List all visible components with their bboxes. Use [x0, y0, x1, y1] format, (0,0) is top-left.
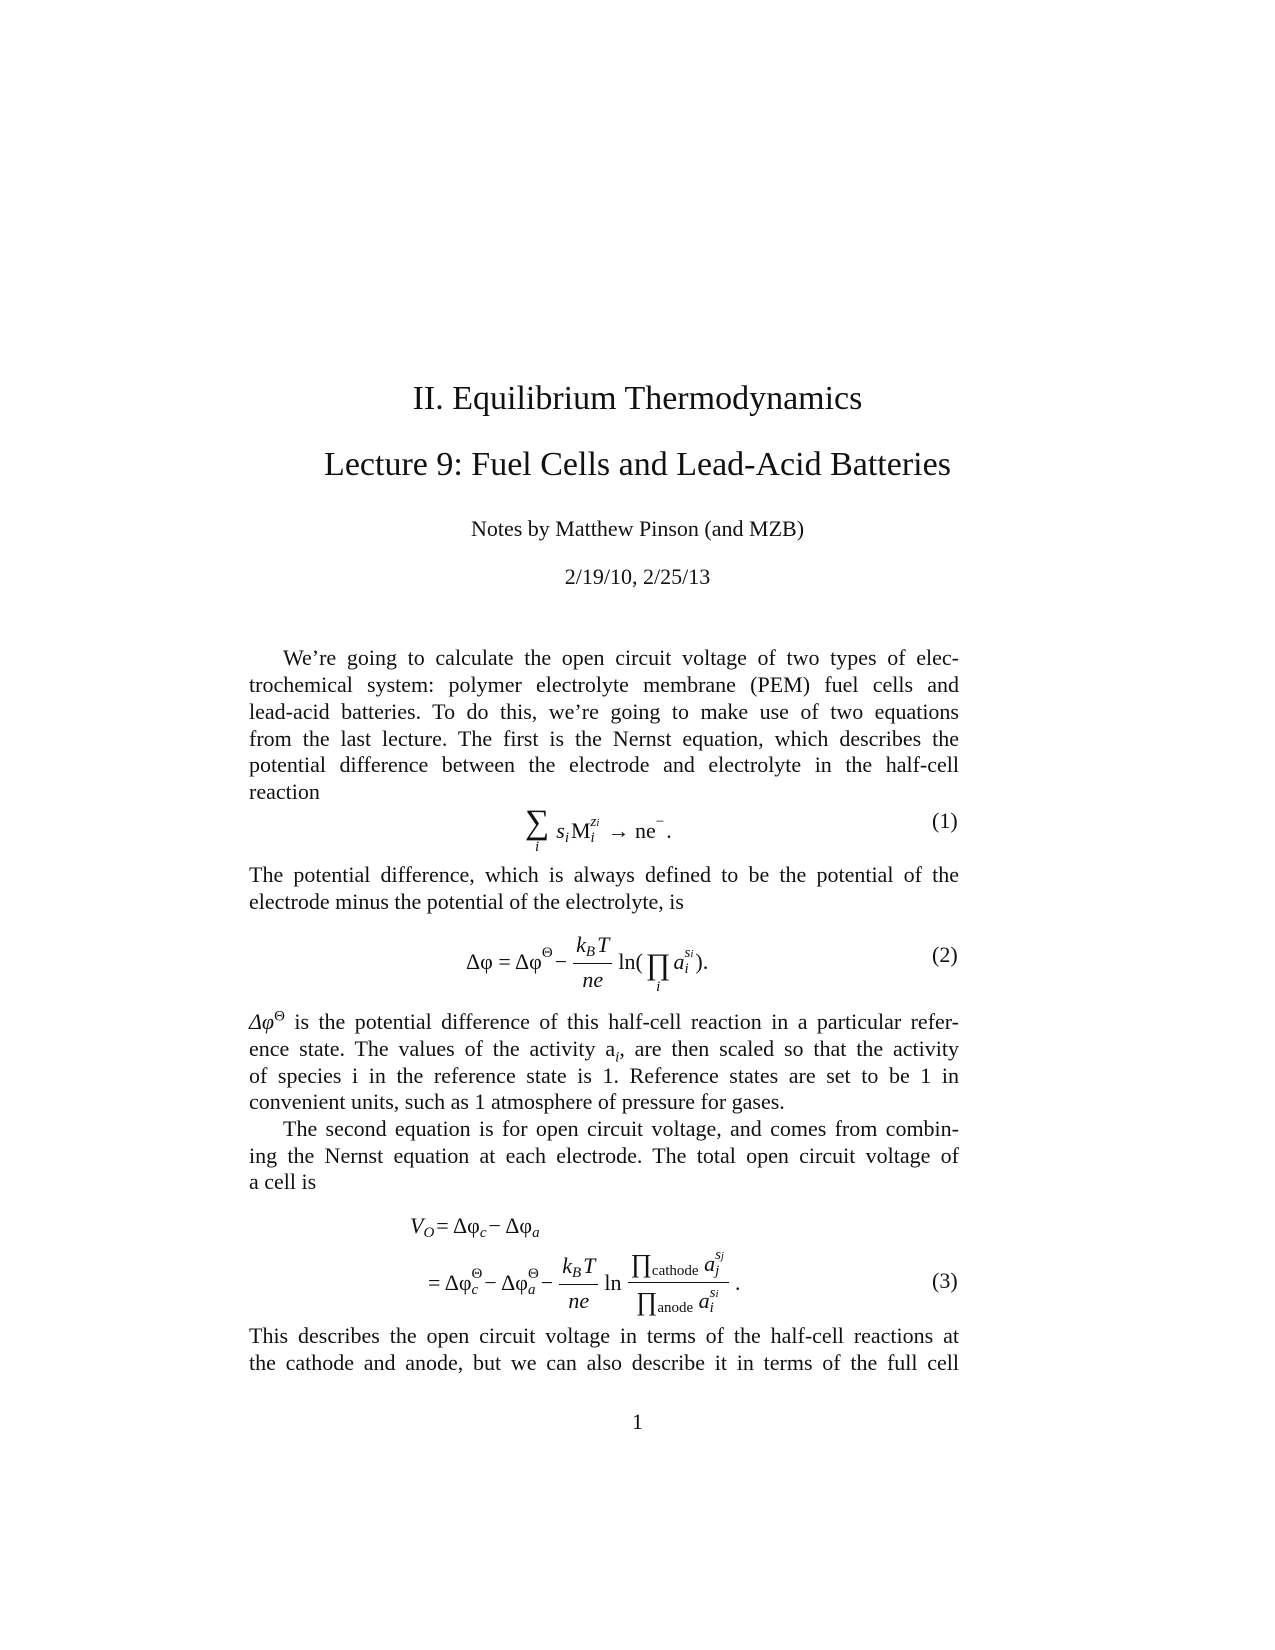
- activity-ratio: [628, 1248, 729, 1317]
- v: k: [562, 1253, 572, 1279]
- text-line: The second equation is for open circuit voltage, and comes from combin-: [283, 1116, 959, 1141]
- text-line: The potential difference, which is always defined to be the potential of the: [249, 862, 959, 887]
- v: , are then scaled so that the activity: [619, 1036, 959, 1061]
- v: s: [709, 1284, 716, 1301]
- v: −: [540, 1269, 554, 1295]
- author: Notes by Matthew Pinson (and MZB): [470, 516, 805, 541]
- v: s: [684, 944, 691, 961]
- v: Δφ = Δφ: [466, 948, 542, 974]
- text-line: a cell is: [249, 1169, 317, 1194]
- v: ).: [695, 948, 709, 974]
- v: i: [564, 829, 569, 846]
- v: O: [423, 1224, 435, 1241]
- v: Θ: [274, 1008, 285, 1025]
- v: ln(: [618, 948, 643, 974]
- text-line: trochemical system: polymer electrolyte membrane (PEM) fuel cells and: [249, 672, 959, 697]
- text-line: lead-acid batteries. To do this, we’re going to make use of two equations: [249, 699, 959, 724]
- equation-3-line-1: [410, 1210, 542, 1242]
- product-symbol: ∏: [645, 948, 671, 981]
- equation-1-body: [522, 806, 672, 855]
- equation-number: (2): [932, 942, 958, 967]
- v: a: [532, 1224, 540, 1241]
- v: Θ: [471, 1265, 483, 1282]
- v: Δφ: [249, 1009, 275, 1034]
- v: T: [583, 1253, 596, 1279]
- v: i: [709, 1300, 714, 1317]
- product-symbol: ∏: [635, 1286, 658, 1316]
- v: Θ: [527, 1265, 539, 1282]
- product-block: [646, 950, 671, 995]
- sum-block: [525, 806, 549, 855]
- v: V: [410, 1213, 424, 1239]
- ln: ln: [604, 1269, 622, 1295]
- part-title: II. Equilibrium Thermodynamics: [412, 380, 863, 417]
- v: = Δφ: [428, 1269, 472, 1295]
- v: B: [571, 1265, 582, 1282]
- v: c: [479, 1224, 487, 1241]
- text-line: [249, 1036, 959, 1066]
- text-line: electrode minus the potential of the electrolyte, is: [249, 889, 684, 914]
- v: ence state. The values of the activity a: [249, 1036, 616, 1061]
- v: z: [590, 813, 597, 830]
- v: k: [576, 932, 586, 958]
- text-line: [249, 1009, 959, 1035]
- sum-symbol: ∑: [525, 804, 550, 841]
- page-number: 1: [632, 1409, 643, 1434]
- v: i: [596, 816, 600, 829]
- text-line: of species i in the reference state is 1. Reference states are set to be 1 in: [249, 1063, 959, 1088]
- date: 2/19/10, 2/25/13: [564, 564, 711, 589]
- text-line: ing the Nernst equation at each electrode. The total open circuit voltage of: [249, 1143, 959, 1168]
- v: ne: [582, 967, 604, 993]
- v: i: [690, 947, 694, 960]
- v: = Δφ: [436, 1213, 480, 1239]
- v: i: [590, 829, 595, 846]
- lecture-title: Lecture 9: Fuel Cells and Lead-Acid Batteries: [324, 446, 951, 483]
- v: − Δφ: [484, 1269, 528, 1295]
- product-index: i: [656, 979, 661, 995]
- equation-number: (1): [932, 808, 958, 833]
- text-line: potential difference between the electrode and electrolyte in the half-cell: [249, 752, 959, 777]
- v: i: [715, 1287, 719, 1300]
- v: B: [585, 944, 596, 961]
- v: j: [715, 1262, 720, 1279]
- v: T: [597, 932, 610, 958]
- v: − Δφ: [488, 1213, 533, 1239]
- v: i: [615, 1049, 620, 1066]
- fraction: [559, 1251, 598, 1315]
- v: anode: [657, 1300, 694, 1316]
- equation-2-body: [466, 928, 708, 995]
- v: a: [527, 1281, 536, 1298]
- text-line: We’re going to calculate the open circuit voltage of two types of elec-: [283, 645, 959, 670]
- v: is the potential difference of this half-cell reaction in a particular refer-: [284, 1009, 959, 1034]
- v: i: [684, 960, 689, 977]
- sum-index: i: [535, 839, 540, 855]
- fraction: [573, 930, 612, 994]
- v: a: [698, 1288, 710, 1314]
- equation-3-line-2: [428, 1248, 740, 1317]
- v: M: [570, 817, 591, 843]
- v: a: [673, 948, 685, 974]
- text-line: from the last lecture. The first is the Nernst equation, which describes the: [249, 726, 959, 751]
- v: −: [655, 813, 665, 830]
- text-line: reaction: [249, 779, 320, 804]
- v: s: [715, 1247, 721, 1263]
- text-line: the cathode and anode, but we can also describe it in terms of the full cell: [249, 1350, 959, 1375]
- v: .: [734, 1269, 741, 1295]
- v: j: [720, 1250, 724, 1262]
- v: −: [554, 948, 568, 974]
- v: Θ: [541, 944, 553, 961]
- equation-number: (3): [932, 1268, 958, 1293]
- v: cathode: [651, 1262, 699, 1279]
- v: a: [704, 1250, 716, 1276]
- v: .: [666, 817, 672, 843]
- text-line: This describes the open circuit voltage in terms of the half-cell reactions at: [249, 1323, 959, 1348]
- v: c: [471, 1281, 479, 1298]
- product-symbol: ∏: [630, 1249, 652, 1279]
- v: ne: [568, 1288, 590, 1314]
- v: → ne: [607, 817, 656, 843]
- text-line: convenient units, such as 1 atmosphere of pressure for gases.: [249, 1089, 785, 1114]
- v: s: [556, 817, 565, 843]
